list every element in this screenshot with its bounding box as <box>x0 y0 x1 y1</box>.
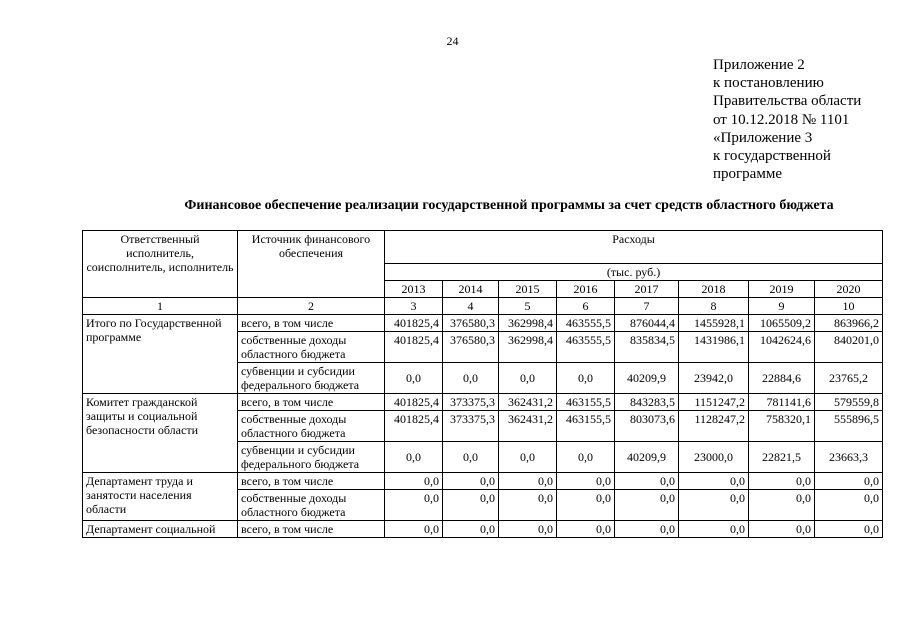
value-cell: 463555,5 <box>557 315 615 332</box>
value-cell: 1065509,2 <box>749 315 815 332</box>
value-cell: 758320,1 <box>749 411 815 442</box>
value-cell: 1431986,1 <box>679 332 749 363</box>
value-cell: 0,0 <box>815 473 883 490</box>
appendix-line: от 10.12.2018 № 1101 <box>713 111 850 128</box>
source-cell: всего, в том числе <box>238 315 385 332</box>
value-cell: 40209,9 <box>615 363 679 394</box>
source-cell: всего, в том числе <box>238 394 385 411</box>
value-cell: 23663,3 <box>815 442 883 473</box>
value-cell: 0,0 <box>557 473 615 490</box>
value-cell: 0,0 <box>615 521 679 538</box>
document-title: Финансовое обеспечение реализации государственной программы за счет средств областного бюджета <box>184 198 834 213</box>
page-number: 24 <box>446 34 459 48</box>
value-cell: 362998,4 <box>499 332 557 363</box>
appendix-block <box>713 56 898 183</box>
value-cell: 0,0 <box>499 473 557 490</box>
column-number: 7 <box>615 298 679 315</box>
header-year: 2014 <box>443 281 499 298</box>
column-number: 5 <box>499 298 557 315</box>
value-cell: 362431,2 <box>499 394 557 411</box>
header-year: 2015 <box>499 281 557 298</box>
table-row <box>83 315 883 332</box>
table-row <box>83 473 883 490</box>
column-number: 1 <box>83 298 238 315</box>
value-cell: 1128247,2 <box>679 411 749 442</box>
value-cell: 0,0 <box>499 442 557 473</box>
column-number: 10 <box>815 298 883 315</box>
financing-table <box>82 230 883 538</box>
table-row <box>83 521 883 538</box>
value-cell: 876044,4 <box>615 315 679 332</box>
value-cell: 0,0 <box>385 363 443 394</box>
executor-cell: Итого по Государственной программе <box>83 315 238 394</box>
value-cell: 362431,2 <box>499 411 557 442</box>
column-number-row <box>83 298 883 315</box>
value-cell: 376580,3 <box>443 315 499 332</box>
value-cell: 401825,4 <box>385 394 443 411</box>
value-cell: 0,0 <box>443 473 499 490</box>
header-executor: Ответственный исполнитель, соисполнитель, исполнитель <box>83 231 238 298</box>
value-cell: 1151247,2 <box>679 394 749 411</box>
value-cell: 0,0 <box>749 521 815 538</box>
value-cell: 0,0 <box>385 521 443 538</box>
value-cell: 863966,2 <box>815 315 883 332</box>
value-cell: 0,0 <box>615 490 679 521</box>
value-cell: 803073,6 <box>615 411 679 442</box>
value-cell: 840201,0 <box>815 332 883 363</box>
value-cell: 0,0 <box>679 521 749 538</box>
value-cell: 781141,6 <box>749 394 815 411</box>
value-cell: 22821,5 <box>749 442 815 473</box>
value-cell: 0,0 <box>499 490 557 521</box>
header-source: Источник финансового обеспечения <box>238 231 385 298</box>
value-cell: 0,0 <box>385 473 443 490</box>
value-cell: 362998,4 <box>499 315 557 332</box>
column-number: 6 <box>557 298 615 315</box>
header-year: 2018 <box>679 281 749 298</box>
value-cell: 835834,5 <box>615 332 679 363</box>
appendix-line: к государственной <box>713 148 831 165</box>
executor-cell: Комитет гражданской защиты и социальной безопасности области <box>83 394 238 473</box>
value-cell: 0,0 <box>679 473 749 490</box>
executor-cell: Департамент труда и занятости населения области <box>83 473 238 521</box>
value-cell: 401825,4 <box>385 411 443 442</box>
source-cell: всего, в том числе <box>238 521 385 538</box>
value-cell: 0,0 <box>499 363 557 394</box>
column-number: 8 <box>679 298 749 315</box>
source-cell: собственные доходы областного бюджета <box>238 332 385 363</box>
header-unit: (тыс. руб.) <box>385 264 883 281</box>
value-cell: 401825,4 <box>385 315 443 332</box>
source-cell: всего, в том числе <box>238 473 385 490</box>
value-cell: 463155,5 <box>557 411 615 442</box>
value-cell: 0,0 <box>557 363 615 394</box>
value-cell: 373375,3 <box>443 394 499 411</box>
value-cell: 40209,9 <box>615 442 679 473</box>
value-cell: 1042624,6 <box>749 332 815 363</box>
source-cell: субвенции и субсидии федерального бюджета <box>238 442 385 473</box>
value-cell: 0,0 <box>443 363 499 394</box>
appendix-line: программе <box>713 166 782 183</box>
value-cell: 0,0 <box>615 473 679 490</box>
source-cell: субвенции и субсидии федерального бюджета <box>238 363 385 394</box>
source-cell: собственные доходы областного бюджета <box>238 490 385 521</box>
value-cell: 0,0 <box>557 521 615 538</box>
value-cell: 0,0 <box>749 473 815 490</box>
header-year: 2013 <box>385 281 443 298</box>
value-cell: 463555,5 <box>557 332 615 363</box>
column-number: 3 <box>385 298 443 315</box>
source-cell: собственные доходы областного бюджета <box>238 411 385 442</box>
header-expenses: Расходы <box>385 231 883 264</box>
value-cell: 1455928,1 <box>679 315 749 332</box>
value-cell: 401825,4 <box>385 332 443 363</box>
header-year: 2020 <box>815 281 883 298</box>
executor-cell: Департамент социальной <box>83 521 238 538</box>
column-number: 4 <box>443 298 499 315</box>
value-cell: 0,0 <box>815 490 883 521</box>
value-cell: 579559,8 <box>815 394 883 411</box>
header-row <box>83 231 883 264</box>
header-year: 2016 <box>557 281 615 298</box>
value-cell: 0,0 <box>443 442 499 473</box>
value-cell: 0,0 <box>443 521 499 538</box>
value-cell: 0,0 <box>679 490 749 521</box>
value-cell: 23000,0 <box>679 442 749 473</box>
table-row <box>83 394 883 411</box>
value-cell: 0,0 <box>443 490 499 521</box>
header-year: 2019 <box>749 281 815 298</box>
appendix-line: Правительства области <box>713 93 862 110</box>
value-cell: 463155,5 <box>557 394 615 411</box>
value-cell: 0,0 <box>815 521 883 538</box>
header-year: 2017 <box>615 281 679 298</box>
value-cell: 23765,2 <box>815 363 883 394</box>
value-cell: 0,0 <box>557 442 615 473</box>
value-cell: 376580,3 <box>443 332 499 363</box>
value-cell: 0,0 <box>385 442 443 473</box>
appendix-line: к постановлению <box>713 75 824 92</box>
value-cell: 555896,5 <box>815 411 883 442</box>
value-cell: 373375,3 <box>443 411 499 442</box>
appendix-line: Приложение 2 <box>713 57 805 73</box>
table-body <box>83 231 883 538</box>
column-number: 2 <box>238 298 385 315</box>
value-cell: 23942,0 <box>679 363 749 394</box>
value-cell: 0,0 <box>499 521 557 538</box>
appendix-line: «Приложение 3 <box>713 129 813 146</box>
value-cell: 0,0 <box>385 490 443 521</box>
value-cell: 843283,5 <box>615 394 679 411</box>
value-cell: 22884,6 <box>749 363 815 394</box>
value-cell: 0,0 <box>557 490 615 521</box>
value-cell: 0,0 <box>749 490 815 521</box>
column-number: 9 <box>749 298 815 315</box>
